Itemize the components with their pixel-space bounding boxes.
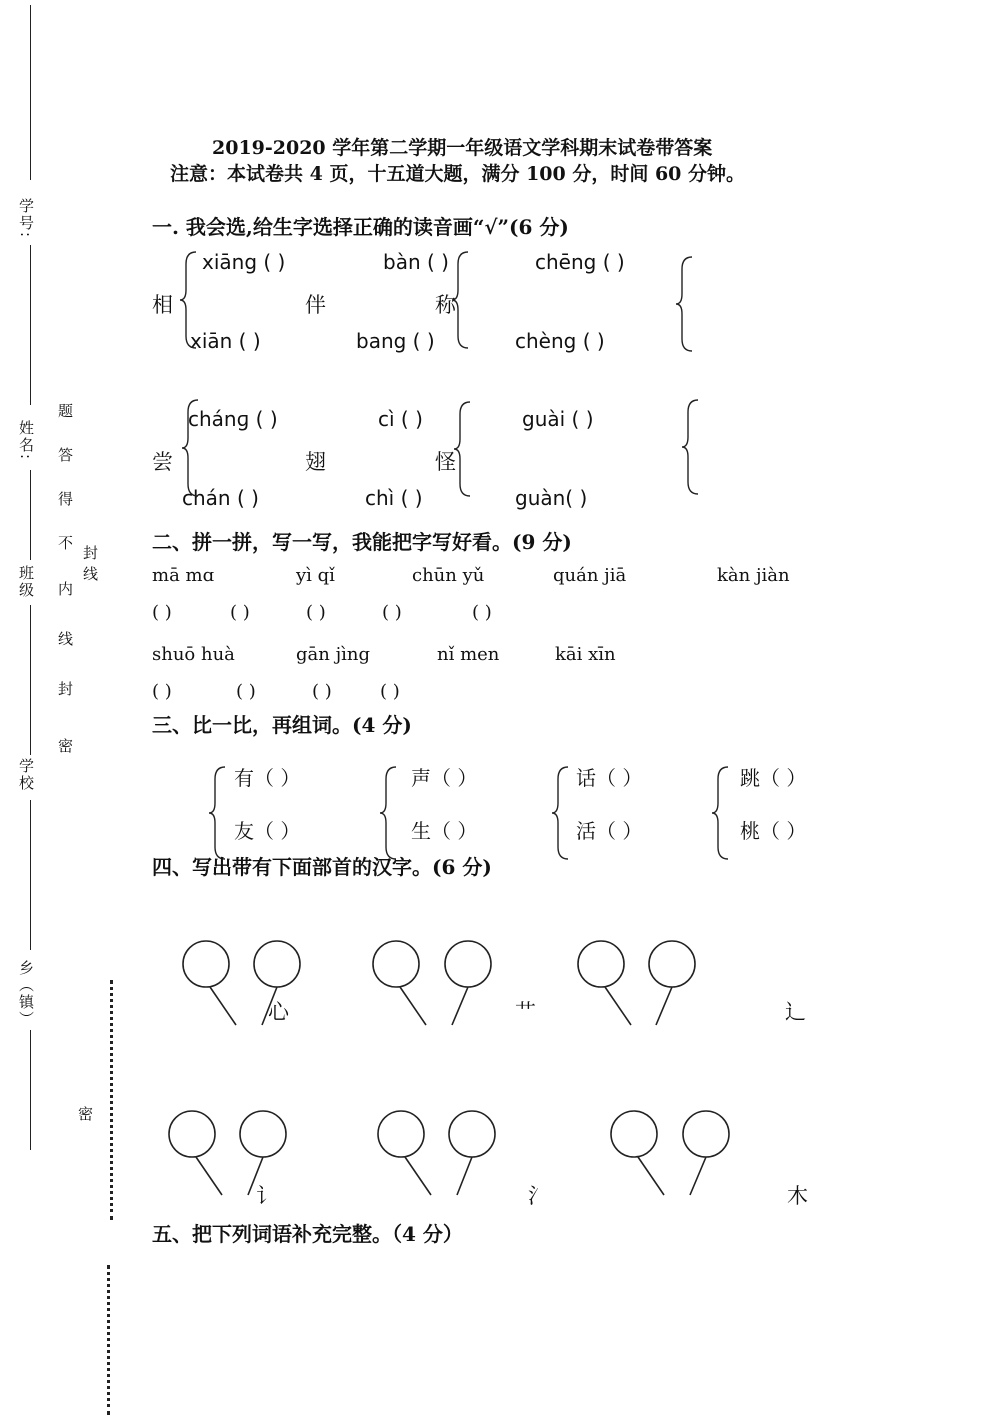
target-char: 相 [152, 293, 173, 317]
brace-icon [680, 398, 700, 496]
pinyin-word: kàn jiàn [717, 565, 790, 586]
brace-icon [710, 765, 730, 861]
pinyin-word: nǐ men [437, 644, 500, 665]
seal-char-5: 内 [58, 580, 74, 598]
exam-notice: 注意：本试卷共 4 页，十五道大题，满分 100 分，时间 60 分钟。 [170, 163, 746, 185]
pinyin-option: chèng ( ) [515, 329, 605, 353]
compare-pair-item[interactable]: 话（ ） [576, 766, 643, 790]
section3-heading: 三、比一比，再组词。(4 分) [152, 713, 412, 737]
pinyin-word: gān jìng [296, 644, 371, 665]
pinyin-option: bang ( ) [356, 329, 435, 353]
answer-balloon [373, 941, 419, 987]
seal-char-8: 密 [58, 737, 74, 755]
pinyin-option: xiān ( ) [190, 329, 261, 353]
answer-balloon [449, 1111, 495, 1157]
pinyin-word: quán jiā [553, 565, 627, 586]
pinyin-option: chēng ( ) [535, 250, 625, 274]
answer-balloon [240, 1111, 286, 1157]
pinyin-option: guàn( ) [515, 486, 588, 510]
target-char: 尝 [152, 450, 173, 474]
radical-label: 艹 [515, 1000, 536, 1024]
brace-icon [180, 398, 200, 498]
answer-blank[interactable]: ( ) [382, 602, 402, 623]
page-title: 2019-2020 学年第二学期一年级语文学科期末试卷带答案 [212, 137, 713, 159]
seal-char-7: 封 [58, 680, 74, 698]
brace-icon [207, 765, 227, 861]
answer-blank[interactable]: ( ) [230, 602, 250, 623]
answer-balloon [445, 941, 491, 987]
answer-blank[interactable]: ( ) [306, 602, 326, 623]
radical-label: 木 [787, 1184, 808, 1208]
section5-heading: 五、把下列词语补充完整。（4 分） [152, 1222, 463, 1246]
section1-heading: 一. 我会选,给生字选择正确的读音画“√”(6 分) [152, 215, 569, 239]
section4-heading: 四、写出带有下面部首的汉字。(6 分) [152, 855, 492, 879]
target-char: 称 [435, 293, 456, 317]
seal-char-1: 题 [58, 402, 74, 420]
compare-pair-item[interactable]: 友（ ） [234, 819, 301, 843]
pinyin-option: guài ( ) [522, 407, 594, 431]
answer-blank[interactable]: ( ) [472, 602, 492, 623]
section2-heading: 二、拼一拼，写一写，我能把字写好看。(9 分) [152, 530, 572, 554]
seal-char-4: 不 [58, 534, 74, 552]
pinyin-option: bàn ( ) [383, 250, 449, 274]
margin-label-class: 班级 [17, 565, 35, 599]
margin-label-student-no: 学号: [17, 198, 35, 240]
target-char: 怪 [435, 450, 456, 474]
answer-blank[interactable]: ( ) [152, 681, 172, 702]
radical-balloons-row-1 [0, 930, 900, 1040]
pinyin-word: chūn yǔ [412, 565, 485, 586]
compare-pair-item[interactable]: 跳（ ） [740, 766, 807, 790]
brace-icon [450, 250, 470, 350]
target-char: 伴 [305, 293, 326, 317]
answer-blank[interactable]: ( ) [152, 602, 172, 623]
radical-label: 氵 [528, 1184, 549, 1208]
radical-label: 辶 [785, 1000, 806, 1024]
answer-balloon [649, 941, 695, 987]
answer-balloon [611, 1111, 657, 1157]
pinyin-word: shuō huà [152, 644, 235, 665]
seal-char-3: 得 [58, 490, 74, 508]
pinyin-word: kāi xīn [555, 644, 616, 665]
compare-pair-item[interactable]: 声（ ） [411, 766, 478, 790]
compare-pair-item[interactable]: 活（ ） [576, 819, 643, 843]
answer-balloon [683, 1111, 729, 1157]
answer-blank[interactable]: ( ) [236, 681, 256, 702]
answer-balloon [378, 1111, 424, 1157]
answer-blank[interactable]: ( ) [380, 681, 400, 702]
answer-balloon [169, 1111, 215, 1157]
pinyin-option: chánɡ ( ) [188, 407, 278, 431]
brace-icon [550, 765, 570, 861]
radical-label: 讠 [256, 1184, 277, 1208]
answer-balloon [183, 941, 229, 987]
seal-bottom: 密 [78, 1105, 94, 1123]
pinyin-option: xiāng ( ) [202, 250, 286, 274]
brace-icon [378, 765, 398, 861]
pinyin-option: cì ( ) [378, 407, 423, 431]
margin-label-school: 学校 [17, 758, 35, 792]
target-char: 翅 [305, 450, 326, 474]
pinyin-word: mā mɑ [152, 565, 215, 586]
answer-blank[interactable]: ( ) [312, 681, 332, 702]
margin-label-town: 乡（镇） [17, 960, 35, 1028]
radical-label: 心 [268, 1000, 289, 1024]
answer-balloon [578, 941, 624, 987]
brace-icon [452, 400, 472, 498]
seal-char-2: 答 [58, 446, 74, 464]
brace-icon [178, 250, 198, 350]
compare-pair-item[interactable]: 有（ ） [234, 766, 301, 790]
pinyin-option: chì ( ) [365, 486, 423, 510]
seal-char-6: 线 [58, 630, 74, 648]
answer-balloon [254, 941, 300, 987]
compare-pair-item[interactable]: 生（ ） [411, 819, 478, 843]
radical-balloons-row-2 [0, 1100, 900, 1210]
compare-pair-item[interactable]: 桃（ ） [740, 819, 807, 843]
margin-label-name: 姓名: [17, 420, 35, 462]
pinyin-option: chán ( ) [182, 486, 259, 510]
pinyin-word: yì qǐ [296, 565, 335, 586]
brace-icon [674, 255, 694, 353]
seal-text-2: 封线 [81, 545, 99, 587]
